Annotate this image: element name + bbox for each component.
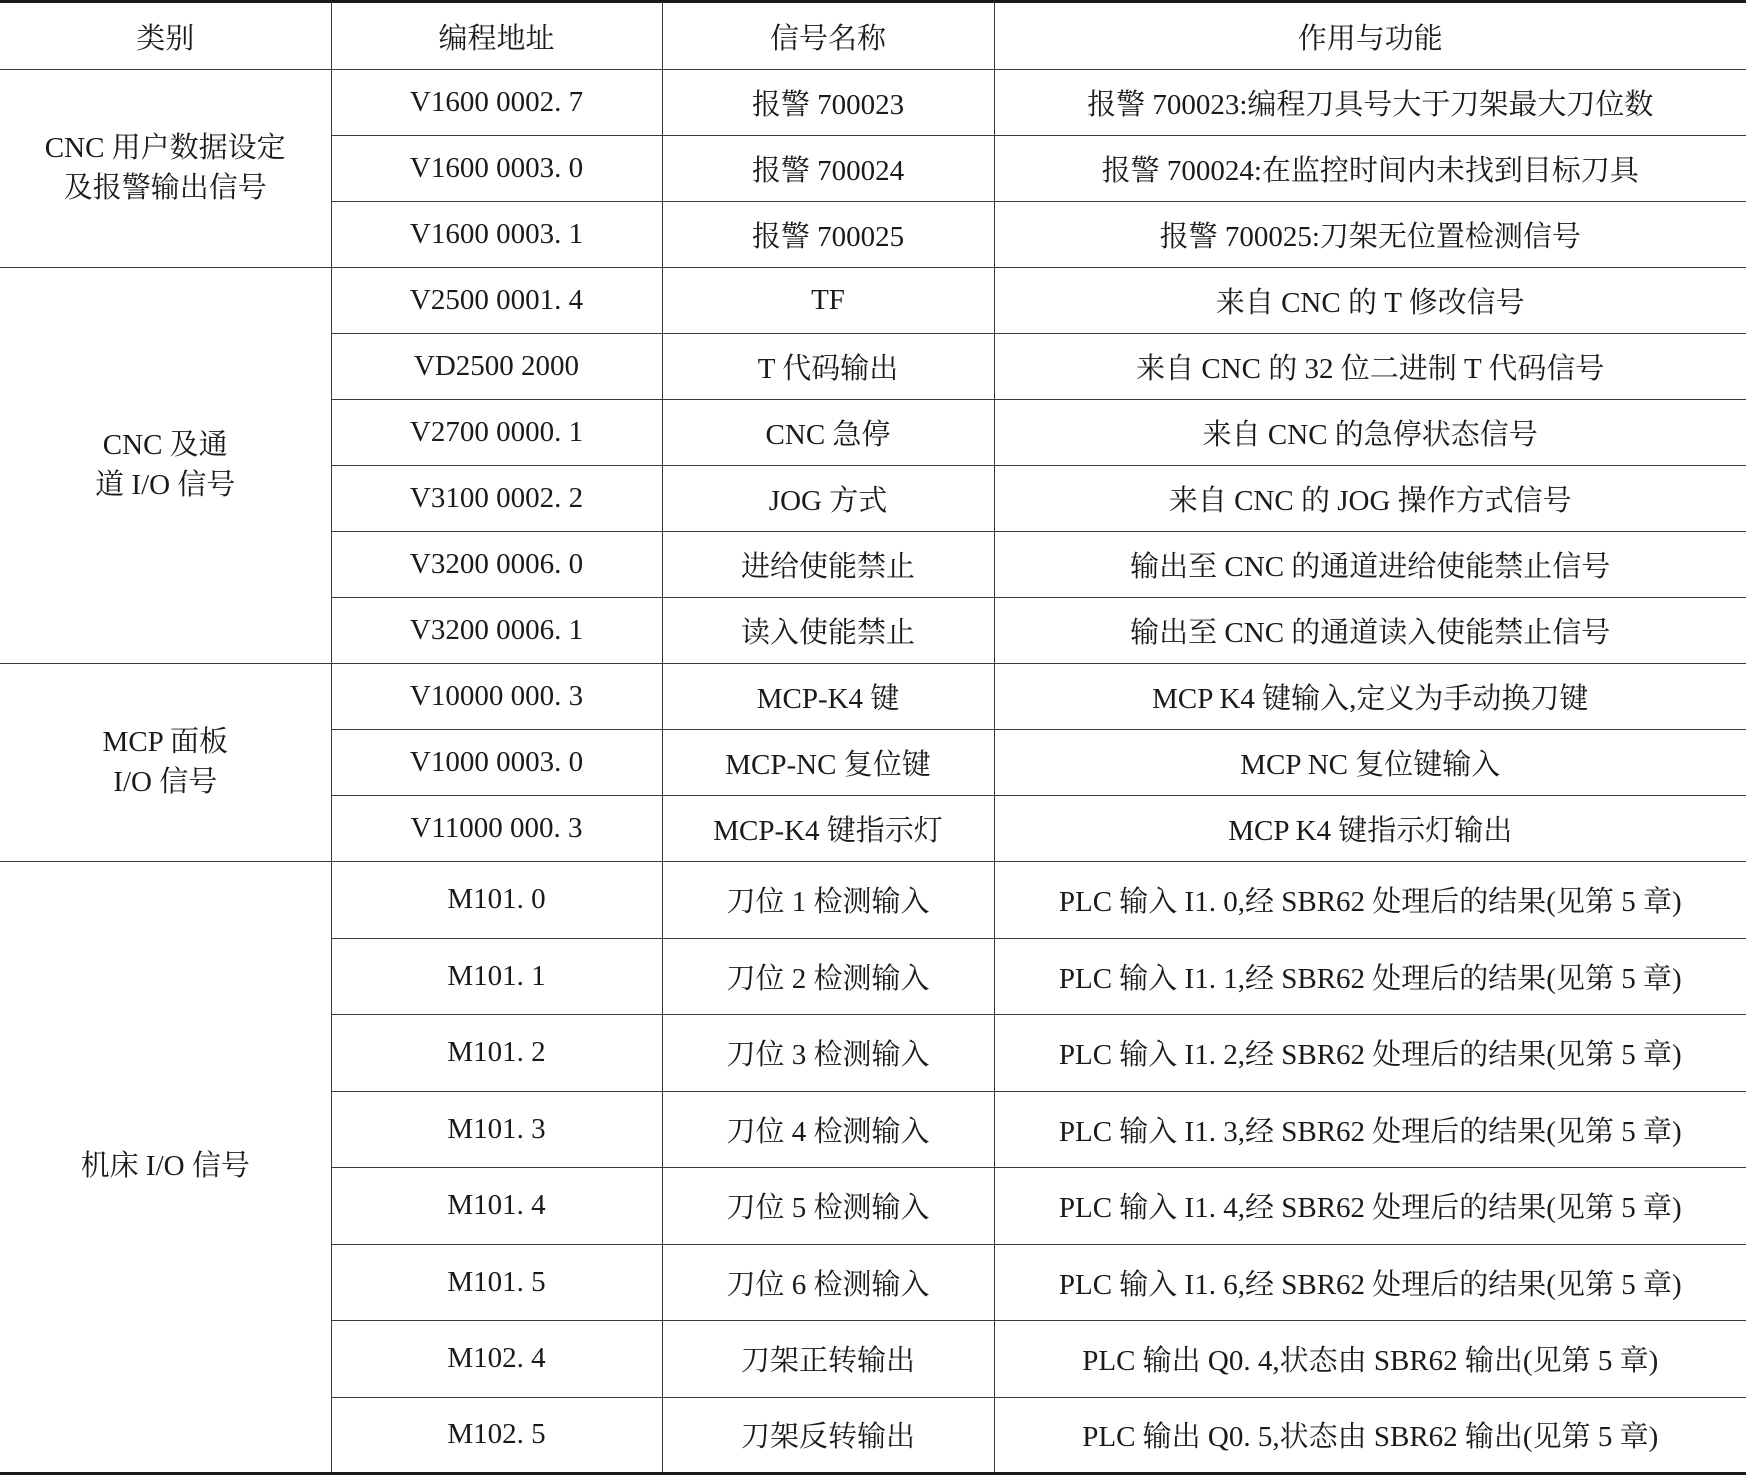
function-cell: 输出至 CNC 的通道进给使能禁止信号 (994, 532, 1746, 598)
function-cell: 输出至 CNC 的通道读入使能禁止信号 (994, 598, 1746, 664)
function-cell: 来自 CNC 的 JOG 操作方式信号 (994, 466, 1746, 532)
address-cell: V1600 0003. 1 (331, 202, 662, 268)
table-row (0, 862, 1746, 939)
signal-name-cell: MCP-K4 键指示灯 (662, 796, 994, 862)
address-cell: V3200 0006. 1 (331, 598, 662, 664)
signal-name-cell: JOG 方式 (662, 466, 994, 532)
signal-name-cell: MCP-NC 复位键 (662, 730, 994, 796)
table-header (0, 2, 1746, 70)
signal-name-cell: 报警 700024 (662, 136, 994, 202)
function-cell: 来自 CNC 的急停状态信号 (994, 400, 1746, 466)
function-cell: PLC 输入 I1. 0,经 SBR62 处理后的结果(见第 5 章) (994, 862, 1746, 939)
function-cell: 报警 700025:刀架无位置检测信号 (994, 202, 1746, 268)
signal-name-cell: 刀架反转输出 (662, 1397, 994, 1474)
table-group (0, 862, 1746, 1474)
signal-name-cell: 刀位 4 检测输入 (662, 1091, 994, 1168)
signal-name-cell: 刀位 1 检测输入 (662, 862, 994, 939)
address-cell: V2500 0001. 4 (331, 268, 662, 334)
header-row (0, 2, 1746, 70)
address-cell: V10000 000. 3 (331, 664, 662, 730)
table-row (0, 664, 1746, 730)
function-cell: PLC 输入 I1. 4,经 SBR62 处理后的结果(见第 5 章) (994, 1168, 1746, 1245)
table-group (0, 70, 1746, 268)
function-cell: PLC 输入 I1. 3,经 SBR62 处理后的结果(见第 5 章) (994, 1091, 1746, 1168)
address-cell: V2700 0000. 1 (331, 400, 662, 466)
header-address: 编程地址 (331, 2, 662, 70)
function-cell: PLC 输入 I1. 6,经 SBR62 处理后的结果(见第 5 章) (994, 1244, 1746, 1321)
table-group (0, 664, 1746, 862)
function-cell: PLC 输入 I1. 1,经 SBR62 处理后的结果(见第 5 章) (994, 938, 1746, 1015)
function-cell: 来自 CNC 的 32 位二进制 T 代码信号 (994, 334, 1746, 400)
signal-name-cell: 报警 700023 (662, 70, 994, 136)
header-signal-name: 信号名称 (662, 2, 994, 70)
table-row (0, 268, 1746, 334)
address-cell: M101. 5 (331, 1244, 662, 1321)
category-cell: CNC 用户数据设定 及报警输出信号 (0, 70, 331, 268)
address-cell: M102. 5 (331, 1397, 662, 1474)
table-row (0, 70, 1746, 136)
signal-name-cell: 进给使能禁止 (662, 532, 994, 598)
signal-name-cell: 读入使能禁止 (662, 598, 994, 664)
table-group (0, 268, 1746, 664)
signal-name-cell: 刀位 2 检测输入 (662, 938, 994, 1015)
address-cell: M102. 4 (331, 1321, 662, 1398)
address-cell: V3200 0006. 0 (331, 532, 662, 598)
address-cell: V1000 0003. 0 (331, 730, 662, 796)
signal-name-cell: 刀位 6 检测输入 (662, 1244, 994, 1321)
address-cell: M101. 1 (331, 938, 662, 1015)
address-cell: M101. 4 (331, 1168, 662, 1245)
address-cell: V3100 0002. 2 (331, 466, 662, 532)
address-cell: V1600 0003. 0 (331, 136, 662, 202)
address-cell: M101. 3 (331, 1091, 662, 1168)
function-cell: 来自 CNC 的 T 修改信号 (994, 268, 1746, 334)
function-cell: PLC 输出 Q0. 5,状态由 SBR62 输出(见第 5 章) (994, 1397, 1746, 1474)
address-cell: VD2500 2000 (331, 334, 662, 400)
function-cell: MCP NC 复位键输入 (994, 730, 1746, 796)
address-cell: V11000 000. 3 (331, 796, 662, 862)
signal-name-cell: 刀位 3 检测输入 (662, 1015, 994, 1092)
function-cell: 报警 700024:在监控时间内未找到目标刀具 (994, 136, 1746, 202)
function-cell: PLC 输入 I1. 2,经 SBR62 处理后的结果(见第 5 章) (994, 1015, 1746, 1092)
signal-name-cell: CNC 急停 (662, 400, 994, 466)
header-function: 作用与功能 (994, 2, 1746, 70)
signal-name-cell: 刀位 5 检测输入 (662, 1168, 994, 1245)
category-cell: 机床 I/O 信号 (0, 862, 331, 1474)
signal-name-cell: T 代码输出 (662, 334, 994, 400)
signal-name-cell: 刀架正转输出 (662, 1321, 994, 1398)
address-cell: M101. 2 (331, 1015, 662, 1092)
function-cell: 报警 700023:编程刀具号大于刀架最大刀位数 (994, 70, 1746, 136)
category-cell: CNC 及通 道 I/O 信号 (0, 268, 331, 664)
header-category: 类别 (0, 2, 331, 70)
function-cell: MCP K4 键输入,定义为手动换刀键 (994, 664, 1746, 730)
function-cell: MCP K4 键指示灯输出 (994, 796, 1746, 862)
address-cell: V1600 0002. 7 (331, 70, 662, 136)
address-cell: M101. 0 (331, 862, 662, 939)
function-cell: PLC 输出 Q0. 4,状态由 SBR62 输出(见第 5 章) (994, 1321, 1746, 1398)
signal-name-cell: TF (662, 268, 994, 334)
signal-name-cell: MCP-K4 键 (662, 664, 994, 730)
signal-name-cell: 报警 700025 (662, 202, 994, 268)
category-cell: MCP 面板 I/O 信号 (0, 664, 331, 862)
